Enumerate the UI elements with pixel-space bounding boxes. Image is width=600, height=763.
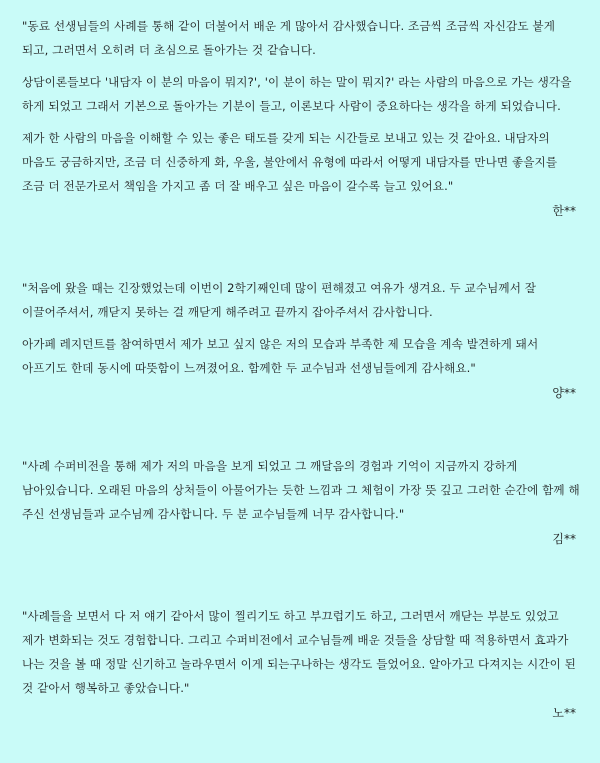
testimonial-1-paragraph-1: "동료 선생님들의 사례를 통해 같이 더불어서 배운 게 많아서 감사했습니다. 조금씩 조금씩 자신감도 붙게 되고, 그러면서 오히려 더 초심으로 돌아가는 것 같습니다. (22, 19, 556, 57)
testimonial-4 (22, 604, 582, 723)
testimonial-4-paragraph-1: "사례들을 보면서 다 저 얘기 같아서 많이 찔리기도 하고 부끄럽기도 하고, 그러면서 깨닫는 부분도 있었고 제가 변화되는 것도 경험합니다. 그리고 수퍼비전에서 교수님들께 배운 것들을 상담할 때 적용하면서 효과가 나는 것을 볼 때 정말 신기하고 놀라우면서 이게 되는구나하는 생각도 들었어요. 알아가고 다져지는 시간이 된 것 같아서 행복하고 좋았습니다." (22, 609, 576, 695)
testimonial-2-paragraph-2: 아가페 레지던트를 참여하면서 제가 보고 싶지 않은 저의 모습과 부족한 제 모습을 계속 발견하게 돼서 아프기도 한데 동시에 따뜻함이 느껴졌어요. 함께한 두 교수님과 선생님들에게 감사해요." (22, 337, 539, 375)
testimonial-1 (22, 14, 582, 276)
testimonial-3 (22, 454, 582, 604)
testimonial-2-signature: 양** (552, 386, 576, 400)
testimonial-1-signature: 한** (552, 204, 576, 218)
testimonial-4-signature: 노** (552, 706, 576, 720)
testimonial-2 (22, 276, 582, 454)
testimonial-1-paragraph-3: 제가 한 사람의 마음을 이해할 수 있는 좋은 태도를 갖게 되는 시간들로 보내고 있는 것 같아요. 내담자의 마음도 궁금하지만, 조금 더 신중하게 화, 우울, 불안에서 유형에 따라서 어떻게 내담자를 만나면 좋을지를 조금 더 전문가로서 책임을 가지고 좀 더 잘 배우고 싶은 마음이 갈수록 늘고 있어요." (22, 131, 558, 193)
testimonial-1-paragraph-2: 상담이론들보다 '내담자 이 분의 마음이 뭐지?', '이 분이 하는 말이 뭐지?' 라는 사람의 마음으로 가는 생각을 하게 되었고 그래서 기본으로 돌아가는 기분이 들고, 이론보다 사람이 중요하다는 생각을 하게 되었습니다. (22, 75, 572, 113)
testimonial-3-paragraph-1: "사례 수퍼비전을 통해 제가 저의 마음을 보게 되었고 그 깨달음의 경험과 기억이 지금까지 강하게 남아있습니다. 오래된 마음의 상처들이 아물어가는 듯한 느낌과 그 체험이 가장 뜻 깊고 그러한 순간에 함께 해 주신 선생님들과 교수님께 감사합니다. 두 분 교수님들께 너무 감사합니다." (22, 459, 580, 521)
testimonial-2-paragraph-1: "처음에 왔을 때는 긴장했었는데 이번이 2학기째인데 많이 편해졌고 여유가 생겨요. 두 교수님께서 잘 이끌어주셔서, 깨닫지 못하는 걸 깨닫게 해주려고 끝까지 잡아주셔서 감사합니다. (22, 281, 537, 319)
testimonial-3-signature: 김** (552, 532, 576, 546)
